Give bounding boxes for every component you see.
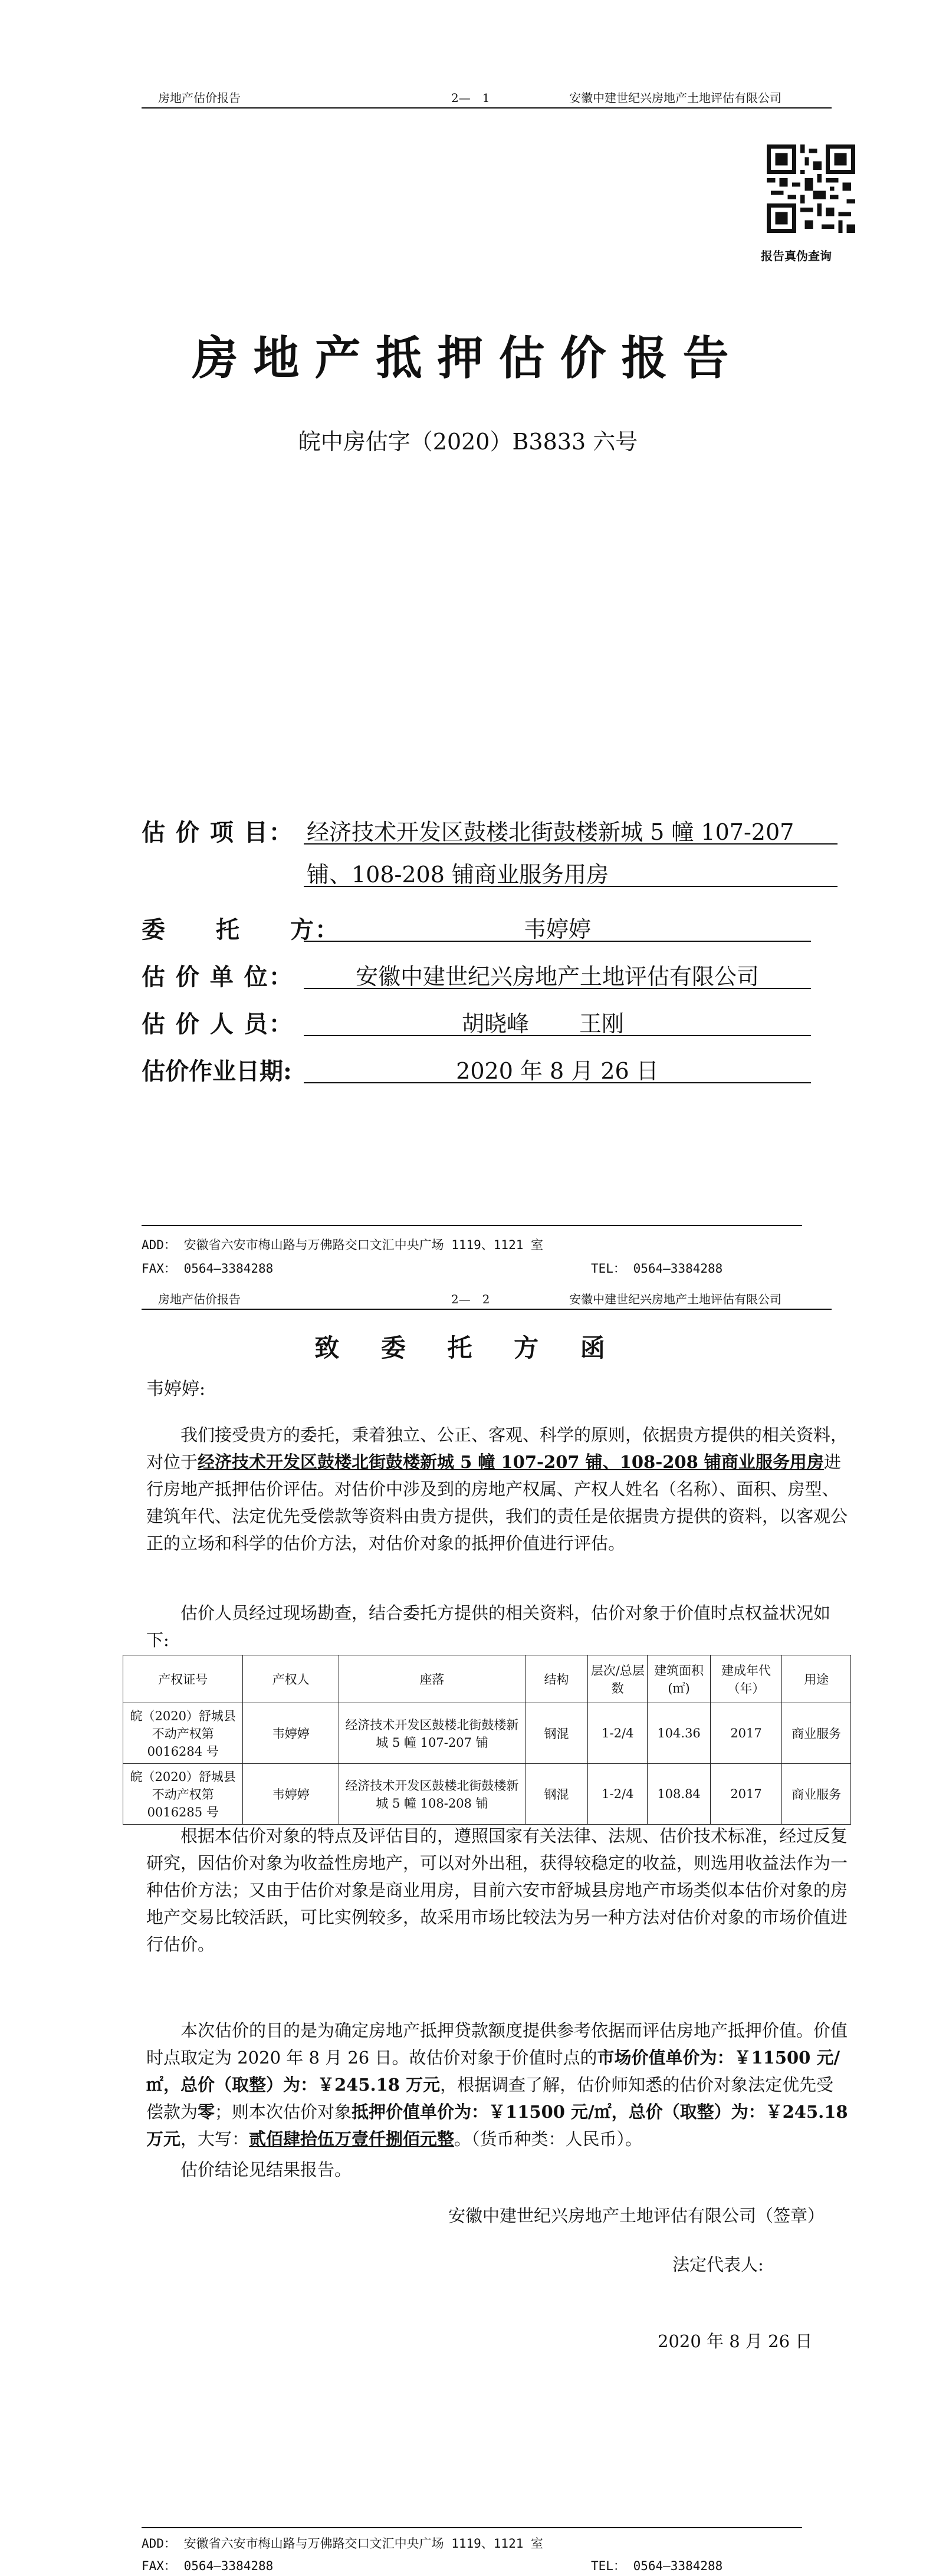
page1-footer-fax: FAX： 0564—3384288 bbox=[142, 1261, 274, 1276]
page2-footer-address: ADD： 安徽省六安市梅山路与万佛路交口文汇中央广场 1119、1121 室 bbox=[142, 2536, 544, 2551]
conclusion-part-c: ，根据调查了解，估价师知悉的估价对象法定优先受偿款为 bbox=[146, 2075, 834, 2122]
page2-footer-tel: TEL： 0564—3384288 bbox=[591, 2559, 723, 2573]
paragraph-intro-part3: 进行房地产抵押估价评估。对估价中涉及到的房地产权属、产权人姓名（名称）、面积、房型、建筑年代、法定优先受偿款等资料由贵方提供，我们的责任是依据贵方提供的资料，以客观公正的立场和科学的估价方法，对估价对象的抵押价值进行评估。 bbox=[146, 1452, 848, 1553]
cell-area: 104.36 bbox=[648, 1703, 710, 1764]
field-project-value-line1: 经济技术开发区鼓楼北街鼓楼新城 5 幢 107-207 bbox=[307, 819, 794, 845]
cell-floors: 1-2/4 bbox=[588, 1764, 648, 1825]
field-staff-value-2: 王刚 bbox=[579, 1011, 624, 1037]
cell-floors: 1-2/4 bbox=[588, 1703, 648, 1764]
page1-footer-tel: TEL： 0564—3384288 bbox=[591, 1261, 723, 1276]
qr-caption: 报告真伪查询 bbox=[761, 249, 832, 263]
cell-owner: 韦婷婷 bbox=[243, 1764, 339, 1825]
field-unit-value: 安徽中建世纪兴房地产土地评估有限公司 bbox=[355, 964, 759, 990]
field-date-label: 估价作业日期: bbox=[142, 1057, 292, 1085]
field-client-value: 韦婷婷 bbox=[523, 916, 591, 942]
paragraph-intro bbox=[146, 1421, 848, 1557]
field-client-underline bbox=[304, 941, 811, 942]
property-table bbox=[123, 1655, 851, 1825]
field-staff-value-1: 胡晓峰 bbox=[461, 1011, 529, 1037]
field-staff-label: 估 价 人 员： bbox=[142, 1010, 294, 1038]
page1-footer-address: ADD： 安徽省六安市梅山路与万佛路交口文汇中央广场 1119、1121 室 bbox=[142, 1238, 544, 1252]
page1-header-left: 房地产估价报告 bbox=[158, 91, 241, 105]
cell-cert: 皖（2020）舒城县不动产权第0016285 号 bbox=[123, 1764, 243, 1825]
conclusion-part-i: 。（货币种类：人民币）。 bbox=[454, 2129, 643, 2149]
page1-footer-rule bbox=[142, 1225, 802, 1226]
conclusion-part-a: 本次估价的目的是为确定房地产抵押贷款额度提供参考依据而评估房地产抵押价值。价值时点取定为 2020 年 8 月 26 日。故估价对象于价值时点的 bbox=[146, 2020, 848, 2068]
field-unit-underline bbox=[304, 988, 811, 989]
qr-code-icon[interactable] bbox=[767, 144, 855, 233]
page2-header-left: 房地产估价报告 bbox=[158, 1292, 241, 1306]
letter-title: 致 委 托 方 函 bbox=[314, 1333, 622, 1362]
cell-use: 商业服务 bbox=[782, 1764, 851, 1825]
page2-footer-rule bbox=[142, 2527, 802, 2528]
paragraph-intro-part1: 我们接受贵方的委托，秉着独立、公正、客观、科学的原则，依据贵方提供的相关资料，对位于 bbox=[146, 1425, 848, 1472]
conclusion-part-g: ，大写： bbox=[180, 2129, 249, 2149]
page1-header-right: 安徽中建世纪兴房地产土地评估有限公司 bbox=[569, 91, 781, 105]
th-structure: 结构 bbox=[525, 1655, 587, 1703]
th-owner: 产权人 bbox=[243, 1655, 339, 1703]
field-project-label: 估 价 项 目： bbox=[142, 819, 294, 846]
table-row bbox=[123, 1703, 851, 1764]
signature-date: 2020 年 8 月 26 日 bbox=[658, 2331, 813, 2351]
cell-owner: 韦婷婷 bbox=[243, 1703, 339, 1764]
page1-header-rule bbox=[142, 107, 832, 109]
th-use: 用途 bbox=[782, 1655, 851, 1703]
page2-header-right: 安徽中建世纪兴房地产土地评估有限公司 bbox=[569, 1292, 781, 1306]
paragraph-survey: 估价人员经过现场勘查，结合委托方提供的相关资料，估价对象于价值时点权益状况如下: bbox=[146, 1603, 831, 1650]
cell-structure: 钢混 bbox=[525, 1764, 587, 1825]
cell-use: 商业服务 bbox=[782, 1703, 851, 1764]
th-floors: 层次/总层数 bbox=[588, 1655, 648, 1703]
table-row bbox=[123, 1764, 851, 1825]
page2-footer-fax: FAX： 0564—3384288 bbox=[142, 2559, 274, 2573]
page1-header-page: 2— 1 bbox=[451, 91, 490, 105]
cell-area: 108.84 bbox=[648, 1764, 710, 1825]
th-location: 座落 bbox=[339, 1655, 525, 1703]
conclusion-priority-amount: 零 bbox=[198, 2102, 215, 2122]
conclusion-part-e: ；则本次估价对象 bbox=[215, 2102, 352, 2122]
field-unit-label: 估 价 单 位： bbox=[142, 963, 294, 991]
conclusion-mortgage-value: 抵押价值单价为：￥11500 元/㎡，总价（取整）为：￥245.18 万元 bbox=[146, 2102, 848, 2149]
th-area: 建筑面积(㎡) bbox=[648, 1655, 710, 1703]
field-project-underline-1 bbox=[304, 843, 838, 845]
field-client-label: 委 托 方： bbox=[142, 916, 340, 944]
paragraph-intro-property: 经济技术开发区鼓楼北街鼓楼新城 5 幢 107-207 铺、108-208 铺商业服务用房 bbox=[198, 1452, 824, 1472]
page2-header-page: 2— 2 bbox=[451, 1292, 490, 1306]
cell-location: 经济技术开发区鼓楼北街鼓楼新城 5 幢 108-208 铺 bbox=[339, 1764, 525, 1825]
field-project-value-line2: 铺、108-208 铺商业服务用房 bbox=[307, 862, 609, 888]
paragraph-conclusion bbox=[146, 2017, 848, 2153]
report-doc-number: 皖中房估字（2020）B3833 六号 bbox=[298, 429, 638, 455]
signature-legal-rep: 法定代表人: bbox=[672, 2255, 764, 2275]
paragraph-see-results: 估价结论见结果报告。 bbox=[180, 2160, 352, 2180]
field-project-underline-2 bbox=[304, 886, 838, 887]
field-date-underline bbox=[304, 1082, 811, 1083]
field-staff-underline bbox=[304, 1035, 811, 1036]
cell-year: 2017 bbox=[710, 1703, 782, 1764]
paragraph-method: 根据本估价对象的特点及评估目的，遵照国家有关法律、法规、估价技术标准，经过反复研究，因估价对象为收益性房地产，可以对外出租，获得较稳定的收益，则选用收益法作为一种估价方法；又由于估价对象是商业用房，目前六安市舒城县房地产市场类似本估价对象的房地产交易比较活跃，可比实例较多，故采用市场比较法为另一种方法对估价对象的市场价值进行估价。 bbox=[146, 1826, 848, 1954]
th-year: 建成年代（年） bbox=[710, 1655, 782, 1703]
cell-year: 2017 bbox=[710, 1764, 782, 1825]
cell-structure: 钢混 bbox=[525, 1703, 587, 1764]
cell-location: 经济技术开发区鼓楼北街鼓楼新城 5 幢 107-207 铺 bbox=[339, 1703, 525, 1764]
page2-header-rule bbox=[142, 1309, 832, 1310]
th-cert: 产权证号 bbox=[123, 1655, 243, 1703]
conclusion-market-value: 市场价值单价为：￥11500 元/㎡，总价（取整）为：￥245.18 万元 bbox=[146, 2048, 840, 2095]
table-header-row bbox=[123, 1655, 851, 1703]
cell-cert: 皖（2020）舒城县不动产权第0016284 号 bbox=[123, 1703, 243, 1764]
letter-salutation: 韦婷婷: bbox=[146, 1379, 206, 1399]
field-date-value: 2020 年 8 月 26 日 bbox=[456, 1058, 659, 1084]
signature-company: 安徽中建世纪兴房地产土地评估有限公司（签章） bbox=[448, 2206, 825, 2226]
conclusion-amount-in-words: 贰佰肆拾伍万壹仟捌佰元整 bbox=[249, 2129, 455, 2149]
report-title: 房地产抵押估价报告 bbox=[192, 331, 744, 385]
